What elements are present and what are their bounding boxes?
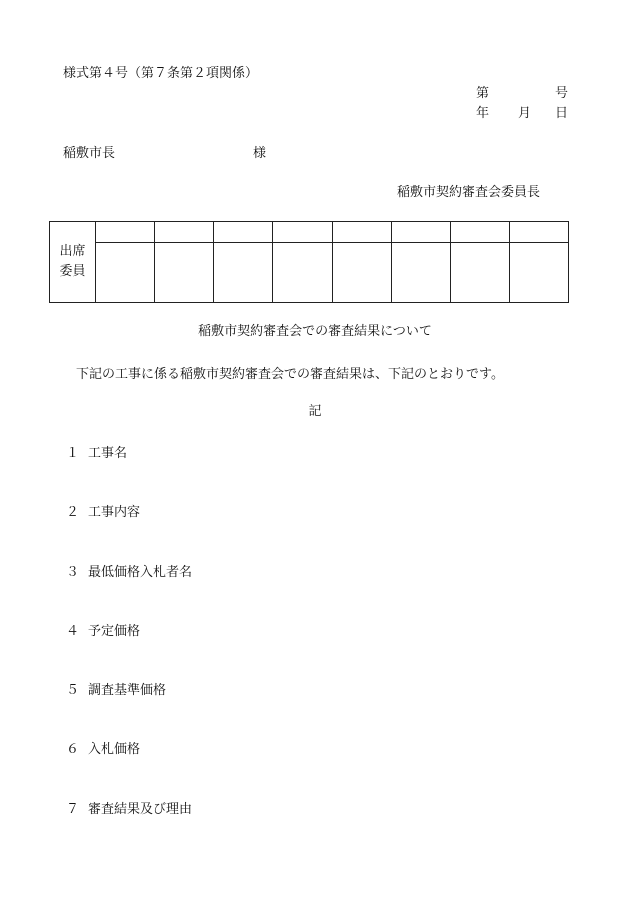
number-suffix: 号 [554,86,568,101]
attendance-title-cell [332,222,391,243]
date-year: 年 [476,106,490,121]
item-number: ７ [66,802,80,817]
attendance-seal-cell [155,243,214,303]
item-number: ４ [66,624,80,639]
attendance-seal-cell [332,243,391,303]
item-number: １ [66,446,80,461]
number-prefix: 第 [476,86,490,101]
item-number: ２ [66,505,80,520]
attendance-seal-cell [96,243,155,303]
attendance-seal-cell [450,243,509,303]
item-number: ３ [66,565,80,580]
item-label: 調査基準価格 [88,683,167,698]
item-label: 工事名 [88,446,128,461]
attendance-table [49,221,569,303]
form-label: 様式第４号（第７条第２項関係） [63,66,259,81]
item-label: 工事内容 [88,505,141,520]
honorific: 様 [253,146,267,161]
attendance-title-cell [509,222,568,243]
attendance-seal-cell [391,243,450,303]
addressee: 稲敷市長 [63,146,116,161]
document-title: 稲敷市契約審査会での審査結果について [198,324,432,339]
date-day: 日 [554,106,568,121]
body-text: 下記の工事に係る稲敷市契約審査会での審査結果は、下記のとおりです。 [76,367,504,382]
sender: 稲敷市契約審査会委員長 [397,185,541,200]
attendance-title-cell [273,222,332,243]
attendance-seal-cell [214,243,273,303]
item-number: ６ [66,742,80,757]
date-month: 月 [518,106,532,121]
attendance-title-cell [450,222,509,243]
item-label: 入札価格 [88,742,141,757]
attendance-label-line2: 委員 [59,264,86,279]
attendance-label-line1: 出席 [59,244,86,259]
ki-label: 記 [308,404,322,419]
attendance-title-cell [391,222,450,243]
attendance-seal-cell [509,243,568,303]
attendance-label-cell [50,222,96,303]
item-number: ５ [66,683,80,698]
item-label: 予定価格 [88,624,141,639]
attendance-title-cell [96,222,155,243]
attendance-title-cell [155,222,214,243]
attendance-title-cell [214,222,273,243]
item-label: 審査結果及び理由 [88,802,193,817]
attendance-seal-cell [273,243,332,303]
item-label: 最低価格入札者名 [88,565,193,580]
